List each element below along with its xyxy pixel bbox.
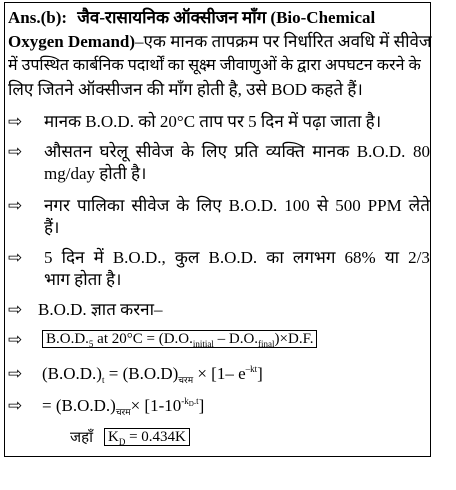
word: 68% bbox=[344, 248, 376, 267]
word: घरेलू bbox=[99, 142, 129, 161]
word: PPM bbox=[367, 196, 402, 215]
word: लिए bbox=[201, 142, 227, 161]
point-3-line-1 bbox=[44, 196, 430, 216]
word: या bbox=[384, 248, 400, 267]
word: 2/3 bbox=[408, 248, 430, 267]
word: लेते bbox=[408, 196, 430, 215]
word: 500 bbox=[335, 196, 361, 215]
word: 100 bbox=[284, 196, 310, 215]
arrow-icon: ⇨ bbox=[8, 112, 23, 132]
point-4-line-2: भाग होता है। bbox=[44, 270, 122, 289]
formula-bod5-box: $B.O.D._5$ at $20^\circ C = (D.O._{initial} - D.O._{final})\times D.F$. bbox=[42, 330, 317, 348]
arrow-icon: ⇨ bbox=[8, 364, 23, 384]
word: कुल bbox=[174, 248, 200, 267]
where-label: जहाँ bbox=[70, 430, 93, 446]
formula-bod-log: = $(B.O.D.)_{चरम}\times [1-10^{-k_D.t}]$ bbox=[42, 396, 205, 417]
word: लगभग bbox=[292, 248, 336, 267]
word: B.O.D. bbox=[228, 196, 278, 215]
point-5: B.O.D. ज्ञात करना– bbox=[38, 300, 163, 319]
word: से bbox=[316, 196, 329, 215]
arrow-icon: ⇨ bbox=[8, 330, 23, 350]
word: B.O.D., bbox=[112, 248, 166, 267]
word: औसतन bbox=[44, 142, 93, 161]
word: सीवेज bbox=[135, 142, 174, 161]
point-3-line-2: हैं। bbox=[44, 218, 60, 237]
word: व्यक्ति bbox=[265, 142, 305, 161]
word: 80 bbox=[412, 142, 430, 161]
word: 5 bbox=[44, 248, 53, 267]
intro-line-4: लिए जितने ऑक्सीजन की माँग होती है, उसे BOD कहते हैं। bbox=[8, 80, 363, 99]
word: B.O.D. bbox=[356, 142, 406, 161]
kd-definition: $K_D = 0.434K$ bbox=[104, 427, 190, 448]
arrow-icon: ⇨ bbox=[8, 396, 23, 416]
word: दिन bbox=[61, 248, 85, 267]
intro-line-1 bbox=[8, 8, 375, 28]
word: नगर bbox=[44, 196, 70, 215]
word: प्रति bbox=[234, 142, 259, 161]
intro-text-2: –एक मानक तापक्रम पर निर्धारित अवधि में सीवेज bbox=[135, 32, 432, 51]
word: में bbox=[93, 248, 104, 267]
intro-line-3: में उपस्थित कार्बनिक पदार्थों का सूक्ष्म जीवाणुओं के द्वारा अपघटन करने के bbox=[8, 57, 421, 74]
word: के bbox=[181, 142, 195, 161]
point-1: मानक B.O.D. को 20°C ताप पर 5 दिन में पढ़ा जाता है। bbox=[44, 112, 382, 131]
intro-title-english: Oxygen Demand) bbox=[8, 32, 136, 51]
arrow-icon: ⇨ bbox=[8, 142, 23, 162]
word: के bbox=[176, 196, 190, 215]
point-2-line-2: mg/day होती है। bbox=[44, 164, 147, 183]
word: का bbox=[266, 248, 284, 267]
word: मानक bbox=[312, 142, 350, 161]
intro-title: जैव-रासायनिक ऑक्सीजन माँग (Bio-Chemical bbox=[77, 8, 376, 27]
point-2-line-1 bbox=[44, 142, 430, 162]
intro-line-2 bbox=[8, 32, 432, 52]
word: B.O.D. bbox=[208, 248, 258, 267]
arrow-icon: ⇨ bbox=[8, 300, 23, 320]
formula-bod-t: $(B.O.D.)_t = (B.O.D)_{चरम} \times [1-$ $e^{-kt}$] bbox=[42, 364, 263, 385]
arrow-icon: ⇨ bbox=[8, 248, 23, 268]
answer-label: Ans.(b): bbox=[8, 8, 68, 27]
word: लिए bbox=[196, 196, 222, 215]
formula-bod5 bbox=[42, 329, 317, 350]
word: सीवेज bbox=[131, 196, 170, 215]
arrow-icon: ⇨ bbox=[8, 196, 23, 216]
point-4-line-1 bbox=[44, 248, 430, 268]
word: पालिका bbox=[76, 196, 125, 215]
